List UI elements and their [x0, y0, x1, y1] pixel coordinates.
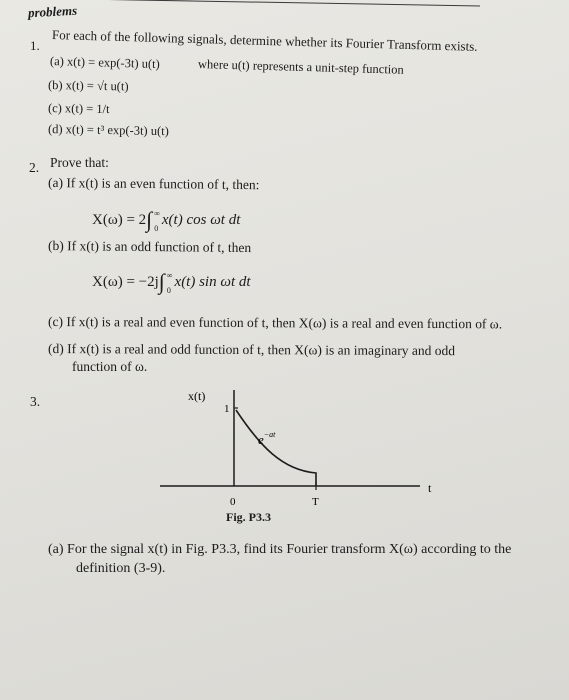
problem-3a-line2: definition (3-9). — [76, 561, 166, 576]
y-axis — [234, 390, 238, 486]
top-rule — [80, 0, 480, 6]
problem-1a-expr: x(t) = exp(-3t) u(t) — [66, 54, 160, 72]
x-tick-0: 0 — [230, 496, 236, 508]
exponential-curve — [236, 410, 316, 486]
problem-2b-text: (b) If x(t) is an odd function of t, then — [47, 238, 252, 256]
problem-2a-lhs: X(ω) = 2 — [92, 212, 147, 228]
problem-2d-line2: function of ω. — [72, 359, 148, 374]
problem-1b-label: (b) — [47, 78, 63, 93]
figure-caption: Fig. P3.3 — [226, 510, 271, 524]
y-tick-1: 1 — [224, 403, 230, 415]
curve-label-exponent: −at — [263, 430, 276, 439]
problem-1d-label: (d) — [47, 122, 63, 137]
problem-1-intro: For each of the following signals, determine whether its Fourier Transform exists. — [51, 27, 478, 54]
integral-sign: ∫ — [158, 269, 165, 294]
problem-1a — [50, 54, 160, 72]
integral-upper-limit: ∞ — [154, 208, 160, 218]
problem-1c-label: (c) — [47, 101, 63, 116]
problem-1b-expr: x(t) = √t u(t) — [65, 78, 129, 94]
problem-1a-note: where u(t) represents a unit-step function — [197, 57, 404, 77]
curve-label-base: e — [258, 432, 264, 447]
x-tick-T: T — [312, 496, 319, 508]
problem-2a-text: (a) If x(t) is an even function of t, then: — [47, 175, 260, 193]
x-axis-label: t — [428, 481, 432, 495]
page-title: problems — [27, 2, 78, 21]
problem-1b — [48, 78, 129, 94]
figure-p3-3 — [150, 378, 450, 528]
problem-2a-equation — [92, 204, 240, 233]
problem-2b-equation — [92, 266, 251, 295]
problem-2b-lhs: X(ω) = −2j — [92, 274, 159, 290]
problem-2-number: 2. — [29, 160, 40, 175]
problem-2-intro: Prove that: — [50, 155, 109, 170]
problem-1-number: 1. — [30, 38, 40, 53]
problem-1c — [48, 101, 110, 117]
problem-1d-expr: x(t) = t³ exp(-3t) u(t) — [65, 122, 169, 139]
integral-sign: ∫ — [146, 207, 153, 232]
problem-2d-line1: (d) If x(t) is a real and odd function of t, then X(ω) is an imaginary and odd — [47, 341, 456, 359]
problem-2a-integrand: x(t) cos ωt dt — [161, 212, 241, 228]
y-axis-label: x(t) — [188, 389, 206, 403]
integral-lower-limit: 0 — [154, 223, 159, 233]
problem-1a-label: (a) — [49, 54, 65, 69]
integral-lower-limit: 0 — [166, 285, 171, 295]
integral-upper-limit: ∞ — [166, 270, 173, 280]
problem-1c-expr: x(t) = 1/t — [64, 101, 110, 117]
problem-3a-line1: (a) For the signal x(t) in Fig. P3.3, find its Fourier transform X(ω) according to the — [48, 542, 512, 557]
problem-3-number: 3. — [30, 394, 41, 409]
problem-2c-text: (c) If x(t) is a real and even function of t, then X(ω) is a real and even function of ω. — [47, 314, 503, 332]
problem-1d — [48, 122, 169, 139]
curve-label — [258, 430, 276, 447]
problem-2b-integrand: x(t) sin ωt dt — [174, 274, 251, 290]
